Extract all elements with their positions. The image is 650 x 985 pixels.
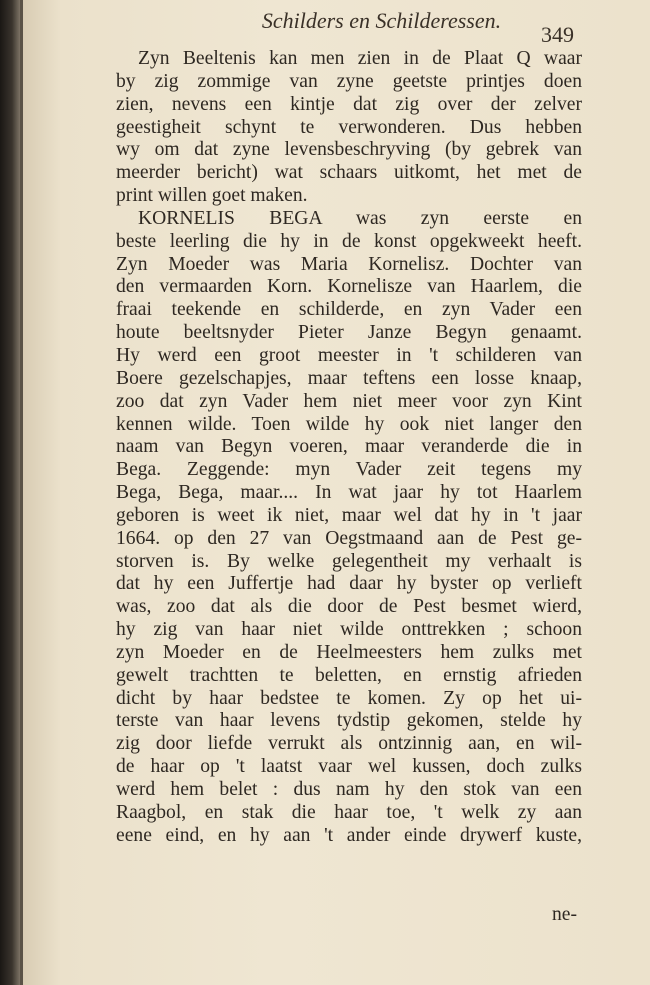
text-line: zyn Moeder en de Heelmeesters hem zulks met [116, 641, 582, 663]
text-line: Zyn Moeder was Maria Kornelisz. Dochter van [116, 253, 582, 275]
text-line: beste leerling die hy in de konst opgekweekt heeft. [116, 230, 582, 252]
text-line: zoo dat zyn Vader hem niet meer voor zyn Kint [116, 390, 582, 412]
body-text [116, 48, 582, 848]
text-line: fraai teekende en schilderde, en zyn Vader een [116, 299, 582, 321]
text-line: terste van haar levens tydstip gekomen, stelde hy [116, 710, 582, 732]
text-line: naam van Begyn voeren, maar veranderde die in [116, 436, 582, 458]
text-line: by zig zommige van zyne geetste printjes doen [116, 70, 582, 92]
catchword: ne- [552, 904, 578, 925]
text-line: wy om dat zyne levensbeschryving (by gebrek van [116, 139, 582, 161]
running-title: Schilders en Schilderessen. [261, 8, 502, 33]
text-line: hy zig van haar niet wilde onttrekken ; schoon [116, 619, 582, 641]
text-line: dat hy een Juffertje had daar hy byster op verlieft [116, 573, 582, 595]
text-line: geestigheit schynt te verwonderen. Dus hebben [116, 116, 582, 138]
text-line: kennen wilde. Toen wilde hy ook niet langer den [116, 413, 582, 435]
text-line: houte beeltsnyder Pieter Janze Begyn genaamt. [116, 322, 582, 344]
text-line: de haar op 't laatst vaar wel kussen, doch zulks [116, 756, 582, 778]
text-line: werd hem belet : dus nam hy den stok van een [116, 779, 582, 800]
text-line: KORNELIS BEGA was zyn eerste en [138, 207, 582, 229]
text-line: zien, nevens een kintje dat zig over der zelver [116, 93, 582, 115]
text-line: zig door liefde verrukt als ontzinnig aan, en wil- [116, 733, 582, 755]
text-line: 1664. op den 27 van Oegstmaand aan de Pest ge- [116, 527, 582, 549]
text-line: geboren is weet ik niet, maar wel dat hy in 't jaar [116, 504, 582, 526]
text-line: eene eind, en hy aan 't ander einde drywerf kuste, [116, 824, 582, 846]
text-line: Hy werd een groot meester in 't schilderen van [116, 344, 582, 366]
text-line: Bega. Zeggende: myn Vader zeit tegens my [116, 459, 582, 481]
text-line: Bega, Bega, maar.... In wat jaar hy tot Haarlem [116, 482, 582, 504]
text-line: Zyn Beeltenis kan men zien in de Plaat Q waar [138, 48, 582, 69]
book-spine [0, 0, 20, 985]
text-line: print willen goet maken. [116, 185, 308, 207]
page-number: 349 [541, 22, 574, 47]
text-line: meerder bericht) wat schaars uitkomt, het met de [116, 162, 582, 184]
text-line: Boere gezelschapjes, maar teftens een losse knaap, [116, 367, 582, 389]
text-line: den vermaarden Korn. Kornelisze van Haarlem, die [116, 276, 582, 298]
text-line: gewelt trachtten te beletten, en ernstig afrieden [116, 664, 582, 686]
text-line: Raagbol, en stak die haar toe, 't welk zy aan [116, 801, 582, 823]
text-line: dicht by haar bedstee te komen. Zy op het ui- [116, 687, 582, 709]
text-line: storven is. By welke gelegentheit my verhaalt is [116, 550, 582, 572]
book-page [23, 0, 650, 985]
text-line: was, zoo dat als die door de Pest besmet wierd, [116, 596, 582, 618]
